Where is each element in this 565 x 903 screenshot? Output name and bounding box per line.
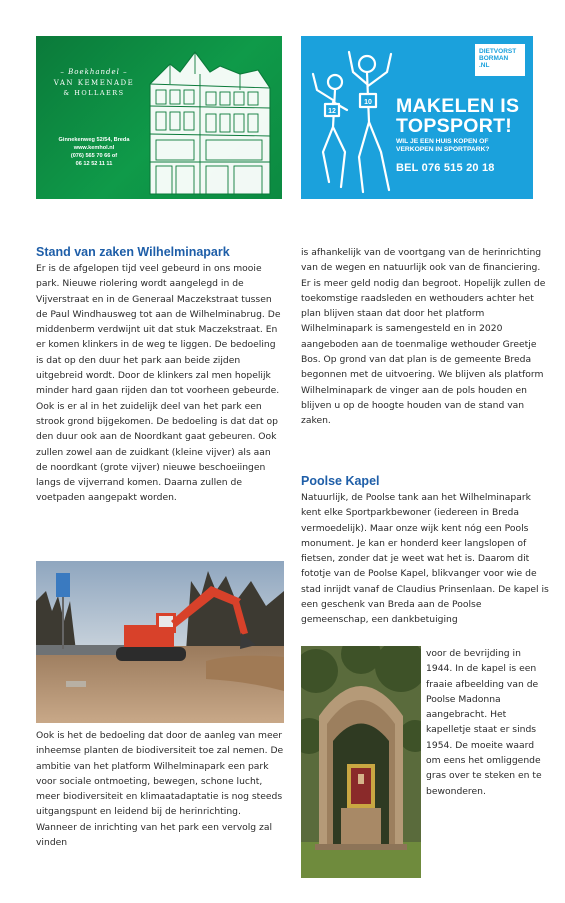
logo-line3: .NL	[479, 62, 490, 69]
makelaar-phone: BEL 076 515 20 18	[396, 162, 495, 174]
bookshop-address: Ginnekenweg 52/54, Breda	[58, 137, 130, 143]
logo-line2: BORMAN	[479, 55, 509, 62]
runners-illustration	[305, 42, 403, 197]
article1-paragraph2: Ook is het de bedoeling dat door de aanleg van meer inheemse planten de biodiversiteit toe zal nemen. De ambitie van het platform Wilhelminapark een park voor sociale ontmoeting, bewegen, schone lucht, meer biodiversiteit en klimaatadaptatie is nog steeds uitgangspunt en leidend bij de herinrichting. Wanneer de inrichting van het park een vervolg zal vinden	[36, 730, 284, 849]
chapel-photo	[301, 646, 421, 878]
logo-line1: DIETVORST	[479, 48, 517, 55]
article2-column	[301, 474, 549, 628]
article1-column-continued	[36, 728, 284, 850]
bookshop-line2: VAN KEMENADE	[53, 79, 135, 87]
bookshop-phone1: (076) 565 70 66 of	[70, 153, 118, 159]
article1-paragraph3: is afhankelijk van de voortgang van de herinrichting van de wegen en natuurlijk ook van de financiering. Er is meer geld nodig dan begroot. Hopelijk zullen de toekomstige raadsleden en wethouders achter het plan blijven staan dat door het platform Wilhelminapark is samengesteld en in 2020 aangeboden aan de toenmalige wethouder Greetje Bos. Op grond van dat plan is de gemeente Breda begonnen met de uitvoering. We blijven als platform Wilhelminapark de vinger aan de pols houden en blijven u op de hoogte houden van de stand van zaken.	[301, 247, 546, 427]
bookshop-phone2: 06 12 52 11 11	[75, 161, 113, 167]
bookshop-advertisement	[36, 36, 282, 199]
article2-paragraph2: voor de bevrijding in 1944. In de kapel is een fraaie afbeelding van de Poolse Madonna aangebracht. Het kapelletje staat er sinds 1954. De moeite waard om eens het omliggende gras over te steken en te bewonderen.	[426, 648, 542, 797]
article1-title: Stand van zaken Wilhelminapark	[36, 245, 230, 259]
bookshop-building-illustration	[140, 44, 276, 196]
makelaar-advertisement	[301, 36, 533, 199]
article2-column-side	[426, 646, 546, 799]
article2-title: Poolse Kapel	[301, 474, 380, 488]
sub-line1: WIL JE EEN HUIS KOPEN OF	[396, 138, 489, 145]
article1-paragraph1: Er is de afgelopen tijd veel gebeurd in ons mooie park. Nieuwe riolering wordt aangelegd in de Vijverstraat en in de Generaal Maczekstraat tussen de Paul Windhausweg tot aan de Wilhelminabrug. De middenberm verdwijnt uit dat stuk Maczekstraat. En er komen klinkers in de weg te liggen. De bedoeling is dat op den duur het park aan beide zijden uitgebreid wordt. Door de klinkers zal men hopelijk minder hard gaan rijden dan tot voorheen gebeurde. Ook is er al in het zuidelijk deel van het park een strook grond bijgekomen. De bedoeling is dat dat op den duur ook aan de Noordkant gaat gebeuren. Ook zullen zowel aan de zuidkant (kleine vijver) als aan de noordkant (grote vijver) nieuwe beschoeiingen langs de vijverrand komen. Daarna zullen de voetpaden aangepakt worden.	[36, 263, 281, 504]
makelaar-headline	[396, 96, 519, 136]
runner2-number: 10	[364, 99, 372, 106]
runner1-number: 12	[328, 108, 336, 115]
excavator-photo	[36, 561, 284, 723]
sub-line2: VERKOPEN IN SPORTPARK?	[396, 146, 490, 153]
article1-column-right	[301, 245, 549, 429]
bookshop-contact	[40, 136, 148, 168]
article1-column	[36, 245, 284, 506]
headline-line1: MAKELEN IS	[396, 95, 520, 117]
bookshop-line3: & HOLLAERS	[63, 89, 125, 97]
headline-line2: TOPSPORT!	[396, 115, 513, 137]
bookshop-name	[44, 68, 144, 97]
dietvorst-borman-logo	[475, 44, 525, 76]
bookshop-website: www.kemhol.nl	[73, 145, 115, 151]
makelaar-subheadline	[396, 138, 490, 154]
article2-paragraph1: Natuurlijk, de Poolse tank aan het Wilhelminapark kent elke Sportparkbewoner (iedereen in Breda vermoedelijk). Maar onze wijk kent nóg een Pools monument. Je kan er honderd keer langslopen of fietsen, zonder dat je weet wat het is. Daarom dit fototje van de Poolse Kapel, blikvanger voor wie de stad inrijdt vanaf de Claudius Prinsenlaan. De kapel is een geschenk van Breda aan de Poolse gemeenschap, een dankbetuiging	[301, 492, 549, 626]
bookshop-line1: – Boekhandel –	[60, 68, 128, 76]
